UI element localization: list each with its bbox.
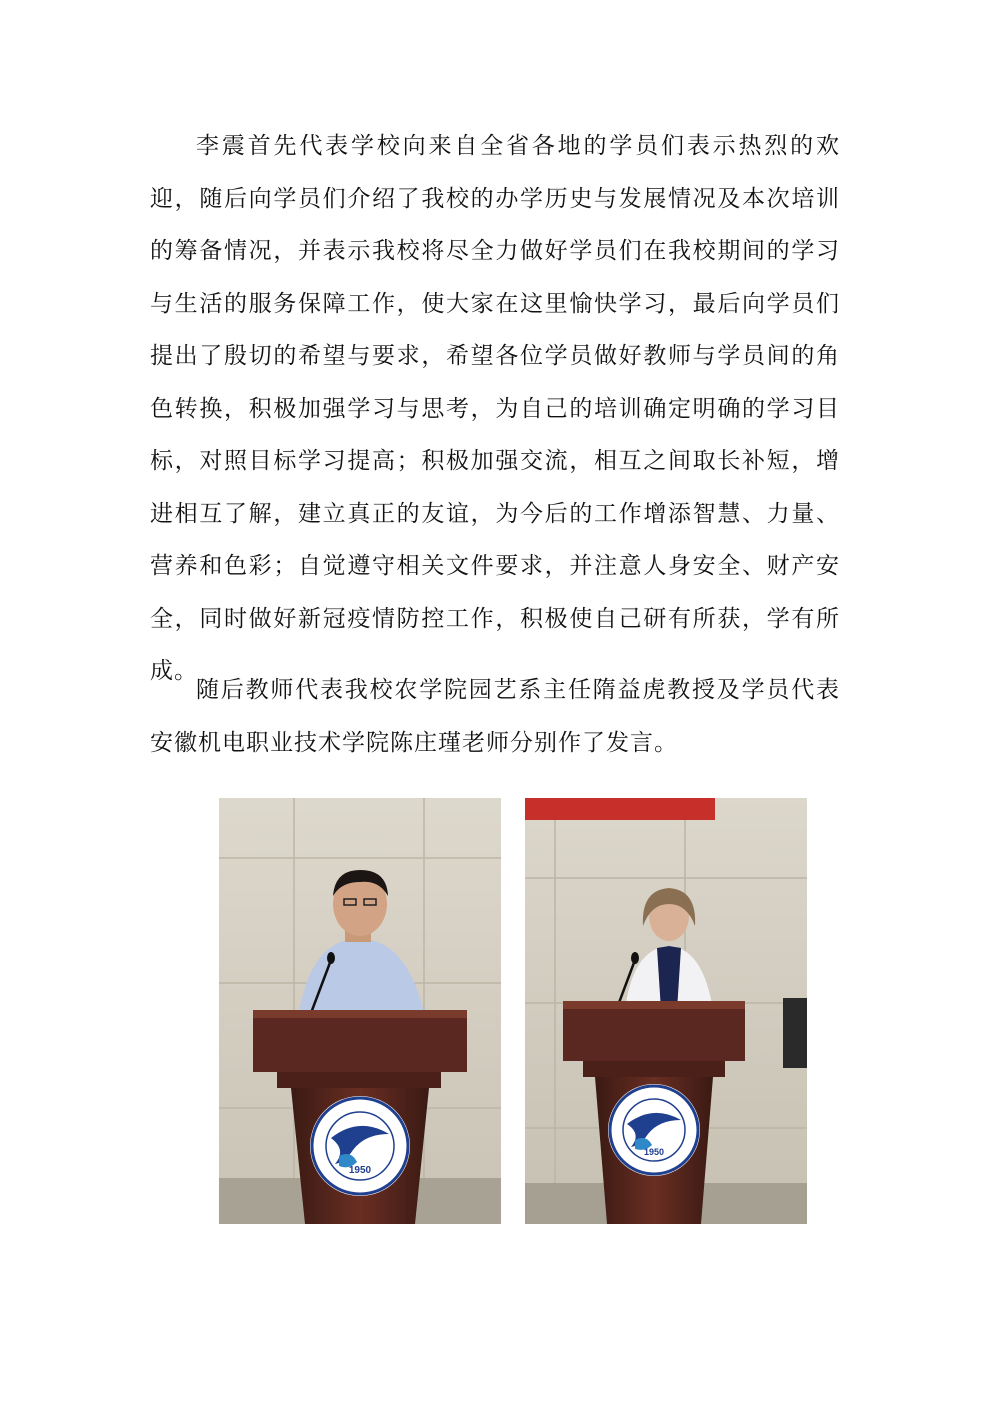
photo-male-speaker: [219, 798, 501, 1224]
logo-year-text: 1950: [348, 1165, 372, 1176]
photo-female-speaker: [525, 798, 807, 1224]
logo-year-text: 1950: [643, 1147, 665, 1157]
paragraph-2: 随后教师代表我校农学院园艺系主任隋益虎教授及学员代表安徽机电职业技术学院陈庄瑾老师分别作了发言。: [150, 677, 840, 756]
paragraph-1: 李震首先代表学校向来自全省各地的学员们表示热烈的欢迎，随后向学员们介绍了我校的办学历史与发展情况及本次培训的筹备情况，并表示我校将尽全力做好学员们在我校期间的学习与生活的服务保障工作，使大家在这里愉快学习，最后向学员们提出了殷切的希望与要求，希望各位学员做好教师与学员间的角色转换，积极加强学习与思考，为自己的培训确定明确的学习目标，对照目标学习提高；积极加强交流，相互之间取长补短，增进相互了解，建立真正的友谊，为今后的工作增添智慧、力量、营养和色彩；自觉遵守相关文件要求，并注意人身安全、财产安全，同时做好新冠疫情防控工作，积极使自己研有所获，学有所成。: [150, 133, 840, 684]
